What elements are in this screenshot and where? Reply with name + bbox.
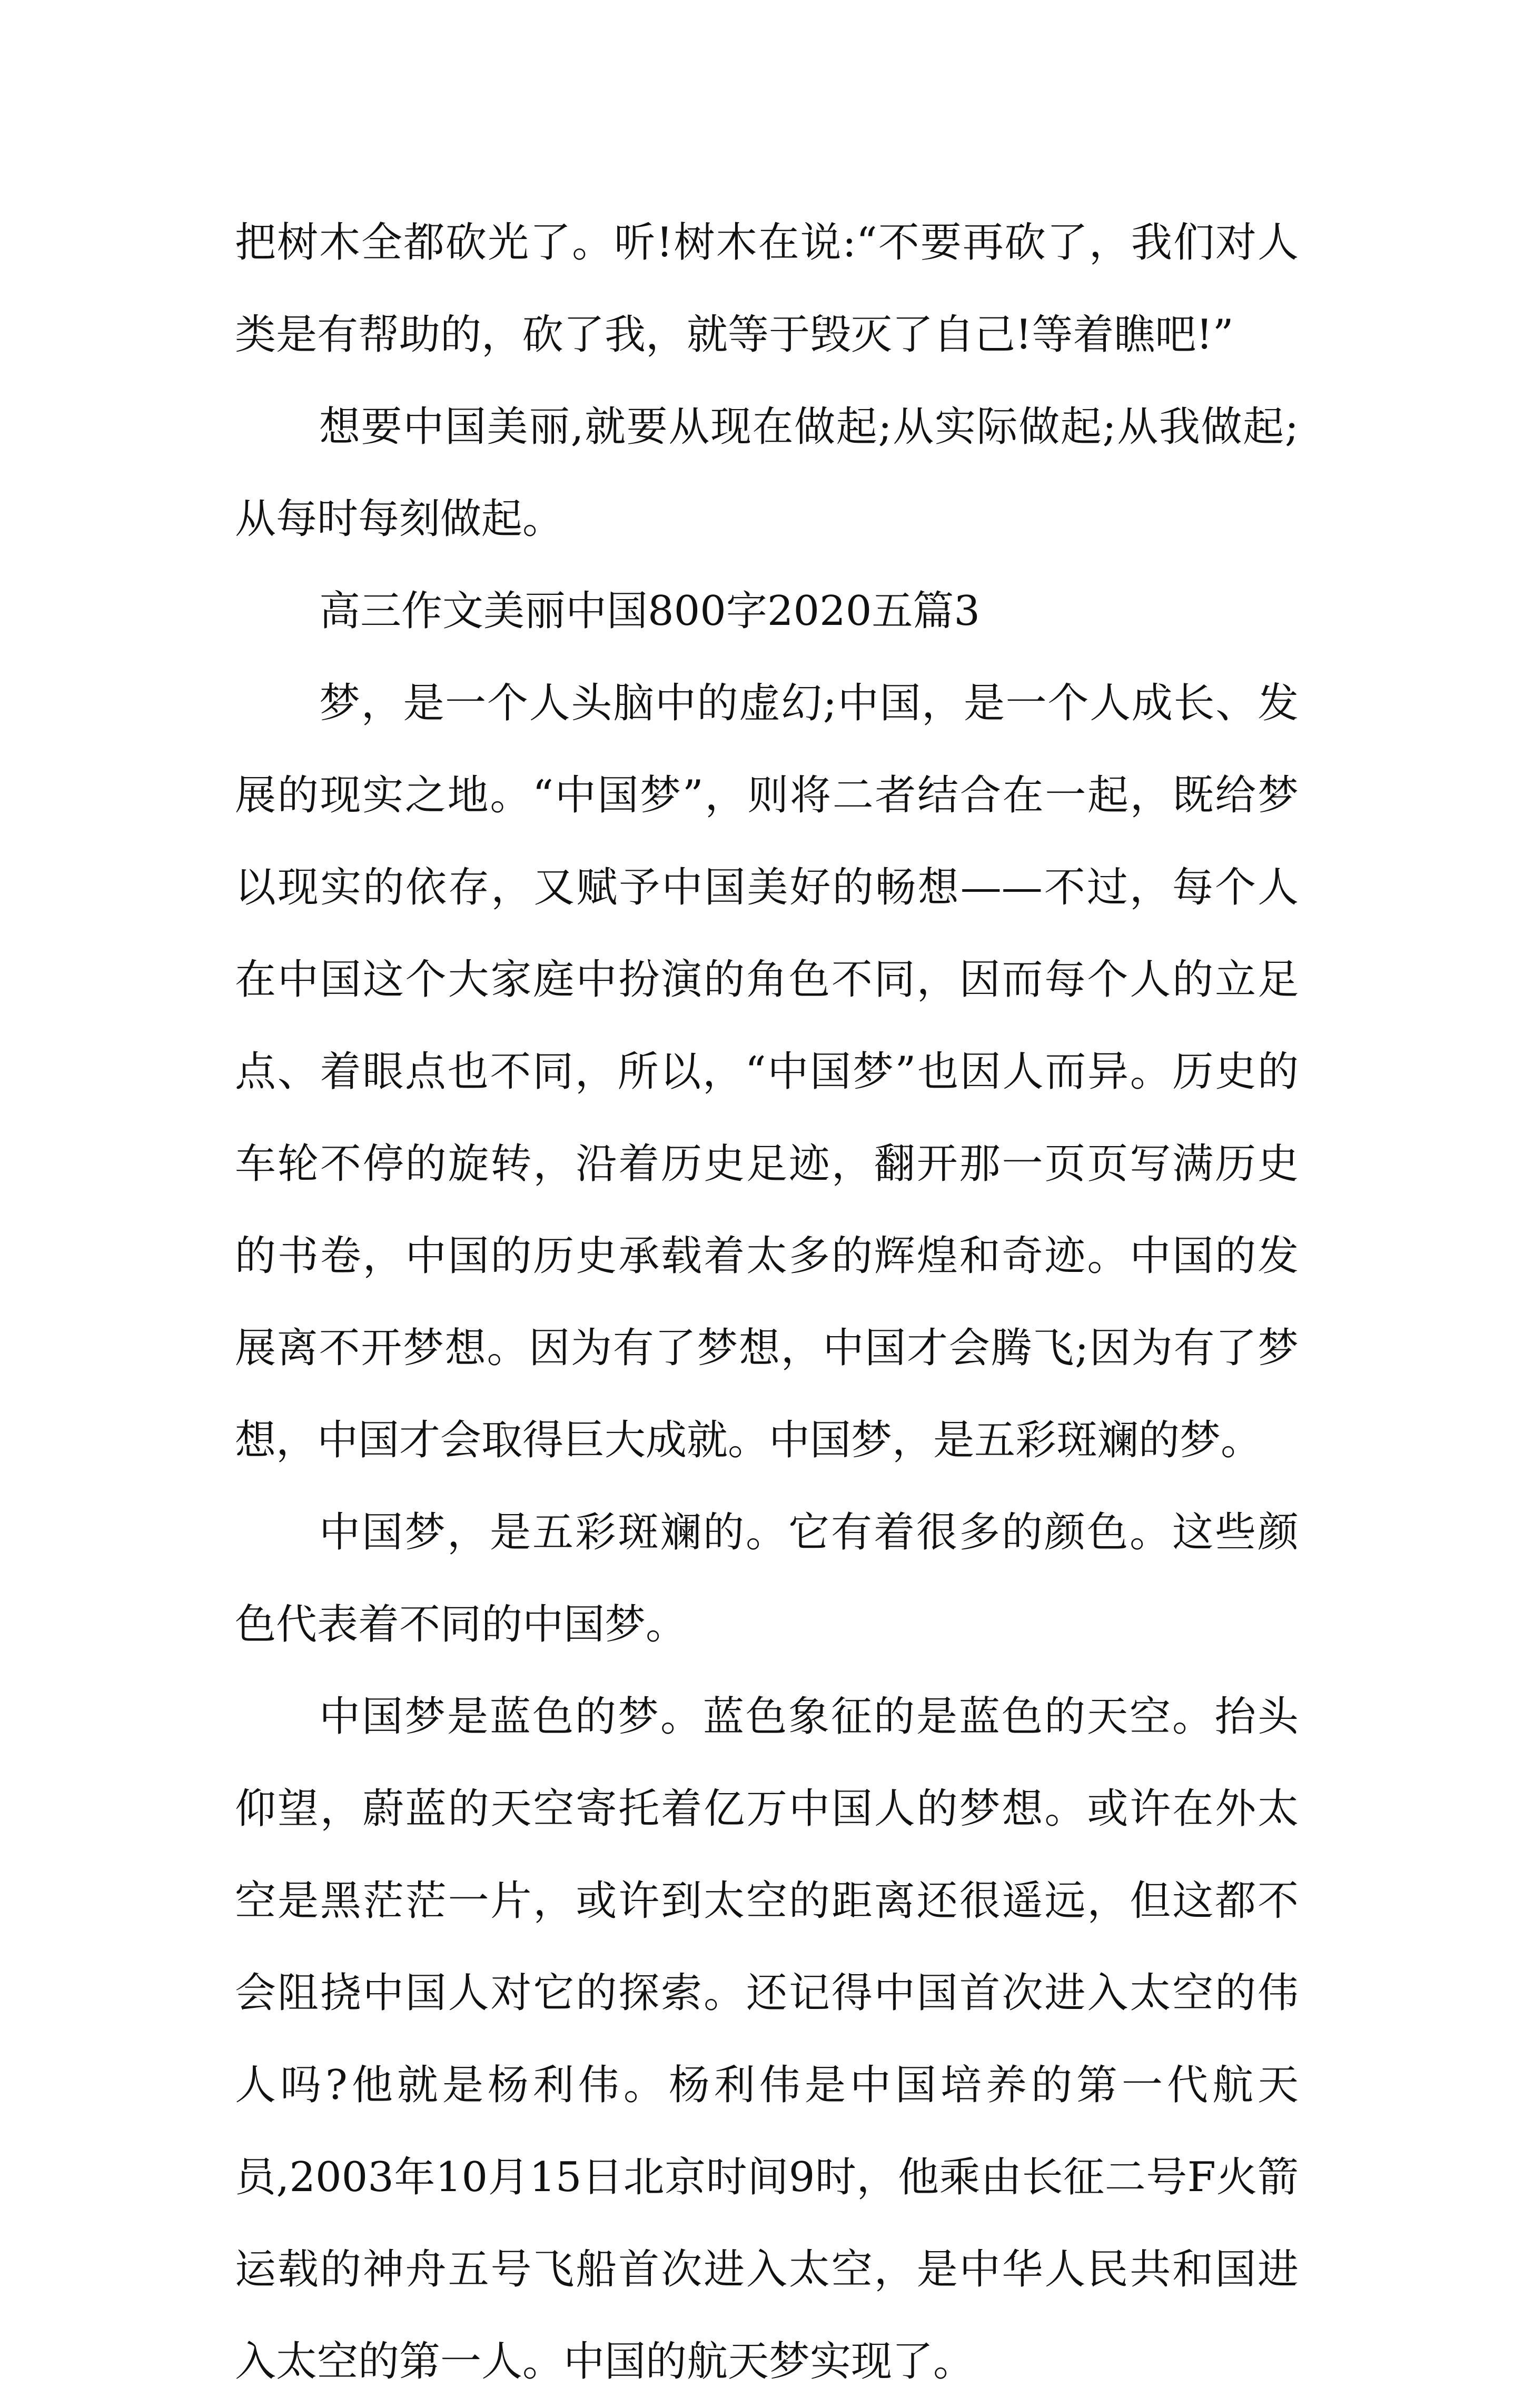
paragraph-trees: 把树木全都砍光了。听!树木在说:“不要再砍了，我们对人类是有帮助的，砍了我，就等于毁灭了自己!等着瞧吧!” <box>235 219 1299 359</box>
paragraph-dream-intro: 梦，是一个人头脑中的虚幻;中国，是一个人成长、发展的现实之地。“中国梦”，则将二者结合在一起，既给梦以现实的依存，又赋予中国美好的畅想——不过，每个人在中国这个大家庭中扮演的角色不同，因而每个人的立足点、着眼点也不同，所以，“中国梦”也因人而异。历史的车轮不停的旋转，沿着历史足迹，翻开那一页页写满历史的书卷，中国的历史承载着太多的辉煌和奇迹。中国的发展离不开梦想。因为有了梦想，中国才会腾飞;因为有了梦想，中国才会取得巨大成就。中国梦，是五彩斑斓的梦。 <box>235 680 1299 1464</box>
document-body <box>235 197 1299 2408</box>
paragraph-blue-dream: 中国梦是蓝色的梦。蓝色象征的是蓝色的天空。抬头仰望，蔚蓝的天空寄托着亿万中国人的梦想。或许在外太空是黑茫茫一片，或许到太空的距离还很遥远，但这都不会阻挠中国人对它的探索。还记得中国首次进入太空的伟人吗?他就是杨利伟。杨利伟是中国培养的第一代航天员,2003年10月15日北京时间9时，他乘由长征二号F火箭运载的神舟五号飞船首次进入太空，是中华人民共和国进入太空的第一人。中国的航天梦实现了。 <box>235 1693 1299 2385</box>
paragraph-colorful-dream: 中国梦，是五彩斑斓的。它有着很多的颜色。这些颜色代表着不同的中国梦。 <box>235 1509 1299 1648</box>
paragraph-start-now: 想要中国美丽,就要从现在做起;从实际做起;从我做起;从每时每刻做起。 <box>235 403 1299 543</box>
essay-heading: 高三作文美丽中国800字2020五篇3 <box>319 588 981 635</box>
